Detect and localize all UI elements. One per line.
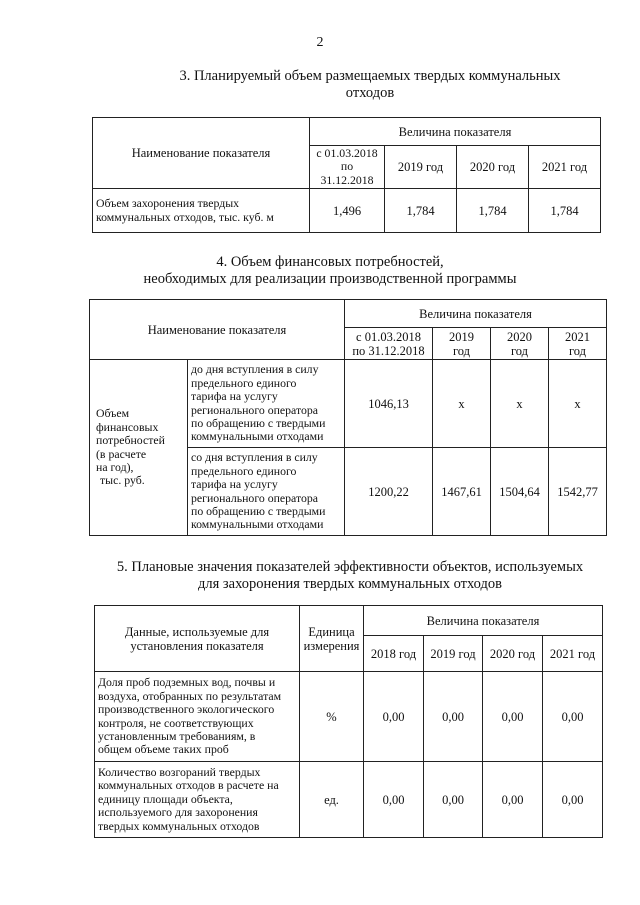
s3-header-name: Наименование показателя: [93, 118, 310, 189]
section5-table: [94, 605, 603, 838]
s4-value: 1046,13: [345, 360, 433, 448]
s5-header-data: Данные, используемые для установления показателя: [95, 606, 300, 672]
s5-value: 0,00: [364, 762, 424, 838]
s4-group-label: Объем финансовых потребностей (в расчете на год), тыс. руб.: [90, 360, 188, 536]
s4-sub-label-after: со дня вступления в силу предельного единого тарифа на услугу регионального оператора по обращению с твердыми коммунальными отходами: [188, 448, 345, 536]
s3-year-2020: 2020 год: [457, 146, 529, 189]
s5-value: 0,00: [483, 762, 543, 838]
s4-value: х: [549, 360, 607, 448]
s5-row-label: Доля проб подземных вод, почвы и воздуха, отобранных по результатам производственного экологического контроля, не соответствующих установленным требованиям, в общем объеме таких проб: [95, 672, 300, 762]
s4-value: х: [491, 360, 549, 448]
s4-value: 1467,61: [433, 448, 491, 536]
s5-year-2021: 2021 год: [543, 636, 603, 672]
s3-value: 1,784: [457, 189, 529, 233]
s4-header-name: Наименование показателя: [90, 300, 345, 360]
section4-table: [89, 299, 607, 536]
s5-header-unit: Единица измерения: [300, 606, 364, 672]
s4-value: х: [433, 360, 491, 448]
s5-value: 0,00: [543, 762, 603, 838]
s4-year-2020: 2020 год: [491, 328, 549, 360]
s3-row-label: Объем захоронения твердых коммунальных отходов, тыс. куб. м: [93, 189, 310, 233]
s3-year-2021: 2021 год: [529, 146, 601, 189]
s5-unit: ед.: [300, 762, 364, 838]
s5-value: 0,00: [543, 672, 603, 762]
s5-value: 0,00: [483, 672, 543, 762]
s4-year-2019: 2019 год: [433, 328, 491, 360]
s3-value: 1,784: [385, 189, 457, 233]
s4-header-value: Величина показателя: [345, 300, 607, 328]
s5-value: 0,00: [424, 672, 483, 762]
s5-row-label: Количество возгораний твердых коммунальных отходов в расчете на единицу площади объекта, используемого для захоронения твердых коммунальных отходов: [95, 762, 300, 838]
s3-period-header: с 01.03.2018 по 31.12.2018: [310, 146, 385, 189]
s4-value: 1200,22: [345, 448, 433, 536]
s5-year-2018: 2018 год: [364, 636, 424, 672]
section3-title: 3. Планируемый объем размещаемых твердых коммунальных отходов: [179, 68, 561, 101]
s4-value: 1542,77: [549, 448, 607, 536]
s3-header-value: Величина показателя: [310, 118, 601, 146]
s5-value: 0,00: [364, 672, 424, 762]
s5-unit: %: [300, 672, 364, 762]
section3-table: [92, 117, 601, 233]
page-number: 2: [316, 35, 324, 50]
s5-year-2020: 2020 год: [483, 636, 543, 672]
s4-sub-label-before: до дня вступления в силу предельного единого тарифа на услугу регионального оператора по обращению с твердыми коммунальными отходами: [188, 360, 345, 448]
s5-year-2019: 2019 год: [424, 636, 483, 672]
section4-title: 4. Объем финансовых потребностей, необходимых для реализации производственной программы: [143, 254, 517, 287]
s4-period-header: с 01.03.2018 по 31.12.2018: [345, 328, 433, 360]
s5-header-value: Величина показателя: [364, 606, 603, 636]
s3-value: 1,496: [310, 189, 385, 233]
s5-value: 0,00: [424, 762, 483, 838]
s4-year-2021: 2021 год: [549, 328, 607, 360]
s4-value: 1504,64: [491, 448, 549, 536]
section5-title: 5. Плановые значения показателей эффективности объектов, используемых для захоронения твердых коммунальных отходов: [116, 559, 584, 592]
s3-year-2019: 2019 год: [385, 146, 457, 189]
s3-value: 1,784: [529, 189, 601, 233]
